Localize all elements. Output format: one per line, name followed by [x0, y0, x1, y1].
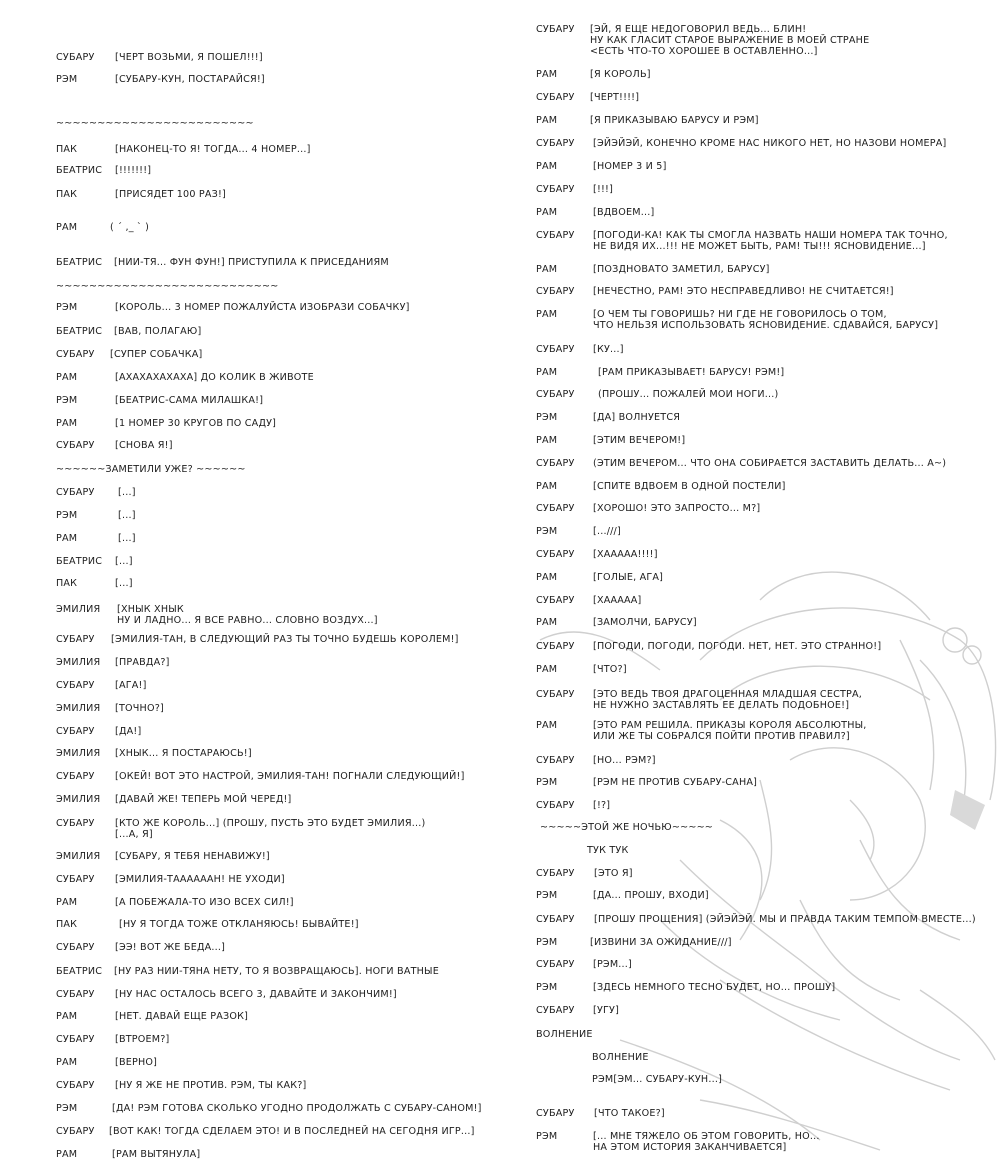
speaker-name: РЭМ [56, 1103, 78, 1114]
dialogue-line [56, 966, 439, 977]
speaker-name: РАМ [536, 207, 558, 218]
dialogue-line [56, 464, 246, 475]
dialogue-text: [НЕТ. ДАВАЙ ЕЩЕ РАЗОК] [115, 1011, 249, 1022]
dialogue-line [536, 69, 651, 80]
speaker-name: СУБАРУ [536, 689, 575, 700]
speaker-name: СУБАРУ [56, 726, 95, 737]
dialogue-line [536, 800, 610, 811]
dialogue-text: [АХАХАХАХАХА] ДО КОЛИК В ЖИВОТЕ [115, 372, 314, 383]
dialogue-text: [...] [118, 510, 136, 521]
speaker-name: СУБАРУ [536, 868, 575, 879]
dialogue-text: [ДА... ПРОШУ, ВХОДИ] [593, 890, 709, 901]
speaker-name: СУБАРУ [536, 914, 575, 925]
dialogue-line [536, 526, 621, 537]
speaker-name: ПАК [56, 189, 78, 200]
dialogue-text: [ВДВОЕМ...] [593, 207, 655, 218]
dialogue-line [536, 1005, 619, 1016]
speaker-name: СУБАРУ [56, 634, 95, 645]
dialogue-line [56, 748, 252, 759]
dialogue-line [536, 344, 624, 355]
dialogue-text: [ДА] ВОЛНУЕТСЯ [593, 412, 681, 423]
dialogue-line [536, 458, 946, 469]
speaker-name: РАМ [536, 617, 558, 628]
speaker-name: СУБАРУ [536, 755, 575, 766]
speaker-name: СУБАРУ [536, 24, 575, 35]
dialogue-text: [ХААААА] [593, 595, 642, 606]
speaker-name: СУБАРУ [56, 1126, 95, 1137]
dialogue-text: [СУПЕР СОБАЧКА] [110, 349, 203, 360]
speaker-name: СУБАРУ [536, 92, 575, 103]
dialogue-text: [ХААААА!!!!] [593, 549, 658, 560]
speaker-name: БЕАТРИС [56, 257, 103, 268]
dialogue-text: [...] [115, 578, 133, 589]
dialogue-line [56, 74, 265, 85]
dialogue-text: [ЭЙ, Я ЕЩЕ НЕДОГОВОРИЛ ВЕДЬ... БЛИН! НУ КАК ГЛАСИТ СТАРОЕ ВЫРАЖЕНИЕ В МОЕЙ СТРАНЕ <ЕСТЬ ЧТО-ТО ХОРОШЕЕ В ОСТАВЛЕННО...] [590, 24, 870, 57]
dialogue-line [56, 189, 226, 200]
speaker-name: ПАК [56, 919, 78, 930]
speaker-name: СУБАРУ [56, 440, 95, 451]
dialogue-line [56, 771, 465, 782]
dialogue-line [56, 349, 203, 360]
speaker-name: БЕАТРИС [56, 556, 103, 567]
dialogue-line [56, 165, 151, 176]
speaker-name: СУБАРУ [56, 874, 95, 885]
speaker-name: РЭМ [592, 1074, 614, 1085]
dialogue-line [56, 440, 173, 451]
speaker-name: РЭМ [536, 890, 558, 901]
dialogue-line [536, 115, 759, 126]
dialogue-line [536, 230, 948, 252]
dialogue-text: [ХНЫК... Я ПОСТАРАЮСЬ!] [115, 748, 252, 759]
speaker-name: РАМ [56, 1149, 78, 1160]
dialogue-text: [ВАВ, ПОЛАГАЮ] [114, 326, 202, 337]
dialogue-text: [РАМ ПРИКАЗЫВАЕТ! БАРУСУ! РЭМ!] [598, 367, 785, 378]
dialogue-text: [СУБАРУ-КУН, ПОСТАРАЙСЯ!] [115, 74, 265, 85]
speaker-name: СУБАРУ [56, 771, 95, 782]
dialogue-text: [ПРОШУ ПРОЩЕНИЯ] (ЭЙЭЙЭЙ. МЫ И ПРАВДА ТАКИМ ТЕМПОМ ВМЕСТЕ...) [594, 914, 976, 925]
dialogue-text: [!!!!!!!] [115, 165, 152, 176]
dialogue-text: [ЭТО Я] [594, 868, 633, 879]
dialogue-text: [НО... РЭМ?] [593, 755, 656, 766]
dialogue-line [56, 851, 270, 862]
dialogue-text: [АГА!] [115, 680, 147, 691]
speaker-name: ЭМИЛИЯ [56, 703, 101, 714]
dialogue-line [536, 937, 732, 948]
speaker-name: РАМ [536, 481, 558, 492]
dialogue-text: [ВТРОЕМ?] [115, 1034, 170, 1045]
dialogue-text: [...///] [593, 526, 621, 537]
dialogue-line [536, 1029, 593, 1040]
speaker-name: СУБАРУ [536, 959, 575, 970]
speaker-name: РЭМ [536, 937, 558, 948]
dialogue-line [592, 1052, 649, 1063]
dialogue-line [56, 487, 136, 498]
speaker-name: СУБАРУ [536, 1108, 575, 1119]
dialogue-line [56, 281, 278, 292]
dialogue-text: [...] [118, 533, 136, 544]
dialogue-line [56, 989, 397, 1000]
speaker-name: СУБАРУ [56, 52, 95, 63]
dialogue-line [540, 822, 713, 833]
dialogue-text: [!?] [593, 800, 611, 811]
dialogue-text: [НОМЕР 3 И 5] [593, 161, 667, 172]
dialogue-text: [Я КОРОЛЬ] [590, 69, 651, 80]
speaker-name: РАМ [56, 897, 78, 908]
speaker-name: РАМ [536, 664, 558, 675]
speaker-name: БЕАТРИС [56, 966, 103, 977]
dialogue-text: [ЧЕРТ!!!!] [590, 92, 640, 103]
dialogue-text: ~~~~~~~~~~~~~~~~~~~~~~~~~~~ [56, 281, 279, 292]
dialogue-line [56, 222, 149, 233]
dialogue-text: [ЗДЕСЬ НЕМНОГО ТЕСНО БУДЕТ, НО... ПРОШУ] [593, 982, 836, 993]
dialogue-text: [ВОТ КАК! ТОГДА СДЕЛАЕМ ЭТО! И В ПОСЛЕДНЕЙ НА СЕГОДНЯ ИГР...] [109, 1126, 475, 1137]
speaker-name: СУБАРУ [536, 389, 575, 400]
speaker-name: РАМ [56, 533, 78, 544]
dialogue-text: [ЭТО ВЕДЬ ТВОЯ ДРАГОЦЕННАЯ МЛАДШАЯ СЕСТРА, НЕ НУЖНО ЗАСТАВЛЯТЬ ЕЕ ДЕЛАТЬ ПОДОБНОЕ!] [593, 689, 863, 711]
speaker-name: ЭМИЛИЯ [56, 748, 101, 759]
dialogue-line [56, 372, 314, 383]
speaker-name: СУБАРУ [56, 680, 95, 691]
dialogue-line [536, 777, 757, 788]
dialogue-line [56, 703, 164, 714]
dialogue-line [56, 418, 276, 429]
dialogue-line [56, 1034, 170, 1045]
dialogue-text: [ПРИСЯДЕТ 100 РАЗ!] [115, 189, 226, 200]
dialogue-text: [ОКЕЙ! ВОТ ЭТО НАСТРОЙ, ЭМИЛИЯ-ТАН! ПОГНАЛИ СЛЕДУЮЩИЙ!] [115, 771, 465, 782]
dialogue-line [536, 184, 613, 195]
speaker-name: СУБАРУ [536, 344, 575, 355]
dialogue-line [536, 1131, 820, 1153]
speaker-name: РАМ [536, 264, 558, 275]
dialogue-text: [Я ПРИКАЗЫВАЮ БАРУСУ И РЭМ] [590, 115, 759, 126]
dialogue-line [536, 92, 639, 103]
speaker-name: ПАК [56, 578, 78, 589]
dialogue-text: ~~~~~~ЗАМЕТИЛИ УЖЕ? ~~~~~~ [56, 464, 246, 475]
dialogue-line [536, 617, 697, 628]
speaker-name: СУБАРУ [536, 641, 575, 652]
dialogue-line [56, 680, 147, 691]
speaker-name: РАМ [56, 1057, 78, 1068]
dialogue-line [56, 1149, 200, 1160]
speaker-name: РАМ [536, 161, 558, 172]
dialogue-line [56, 510, 136, 521]
speaker-name: РАМ [536, 115, 558, 126]
dialogue-text: [... МНЕ ТЯЖЕЛО ОБ ЭТОМ ГОВОРИТЬ, НО... НА ЭТОМ ИСТОРИЯ ЗАКАНЧИВАЕТСЯ] [593, 1131, 820, 1153]
dialogue-line [56, 118, 254, 129]
speaker-name: СУБАРУ [56, 942, 95, 953]
dialogue-text: [ЭМ... СУБАРУ-КУН...] [613, 1074, 723, 1085]
dialogue-line [536, 412, 680, 423]
dialogue-line [56, 942, 225, 953]
dialogue-line [56, 326, 201, 337]
dialogue-text: [БЕАТРИС-САМА МИЛАШКА!] [115, 395, 264, 406]
dialogue-line [56, 634, 459, 645]
speaker-name: РАМ [56, 418, 78, 429]
dialogue-text: [ТОЧНО?] [115, 703, 164, 714]
dialogue-line [536, 503, 760, 514]
dialogue-text: [ЭТО РАМ РЕШИЛА. ПРИКАЗЫ КОРОЛЯ АБСОЛЮТНЫ, ИЛИ ЖЕ ТЫ СОБРАЛСЯ ПОЙТИ ПРОТИВ ПРАВИЛ?] [593, 720, 867, 742]
dialogue-text: [КУ...] [593, 344, 624, 355]
dialogue-text: [ИЗВИНИ ЗА ОЖИДАНИЕ///] [590, 937, 732, 948]
dialogue-line [536, 890, 709, 901]
speaker-name: СУБАРУ [56, 349, 95, 360]
speaker-name: РЭМ [56, 395, 78, 406]
dialogue-text: [РАМ ВЫТЯНУЛА] [112, 1149, 201, 1160]
speaker-name: РЭМ [536, 412, 558, 423]
dialogue-line [536, 572, 663, 583]
dialogue-line [536, 161, 667, 172]
dialogue-line [56, 52, 263, 63]
dialogue-line [536, 549, 658, 560]
dialogue-text: [ЧЕРТ ВОЗЬМИ, Я ПОШЕЛ!!!] [115, 52, 263, 63]
dialogue-line [56, 533, 136, 544]
dialogue-line [56, 726, 141, 737]
dialogue-text: [ХНЫК ХНЫК НУ И ЛАДНО... Я ВСЕ РАВНО... СЛОВНО ВОЗДУХ...] [117, 604, 378, 626]
dialogue-line [536, 595, 641, 606]
dialogue-text: [ЭМИЛИЯ-ТААААААН! НЕ УХОДИ] [115, 874, 285, 885]
dialogue-line [536, 481, 786, 492]
dialogue-line [56, 794, 292, 805]
speaker-name: СУБАРУ [536, 595, 575, 606]
dialogue-text: [ПОЗДНОВАТО ЗАМЕТИЛ, БАРУСУ] [593, 264, 770, 275]
speaker-name: СУБАРУ [536, 138, 575, 149]
dialogue-line [536, 664, 627, 675]
dialogue-text: ВОЛНЕНИЕ [592, 1052, 649, 1063]
dialogue-text: [НУ НАС ОСТАЛОСЬ ВСЕГО 3, ДАВАЙТЕ И ЗАКОНЧИМ!] [115, 989, 397, 1000]
speaker-name: ЭМИЛИЯ [56, 604, 101, 615]
dialogue-line [56, 1011, 248, 1022]
dialogue-text: [НАКОНЕЦ-ТО Я! ТОГДА... 4 НОМЕР...] [115, 144, 311, 155]
dialogue-text: [ВЕРНО] [115, 1057, 158, 1068]
dialogue-line [56, 578, 133, 589]
speaker-name: СУБАРУ [56, 1080, 95, 1091]
speaker-name: РАМ [536, 572, 558, 583]
dialogue-line [536, 367, 784, 378]
speaker-name: ЭМИЛИЯ [56, 657, 101, 668]
dialogue-text: [ХОРОШО! ЭТО ЗАПРОСТО... М?] [593, 503, 761, 514]
dialogue-line [592, 1074, 722, 1085]
speaker-name: РЭМ [536, 1131, 558, 1142]
speaker-name: СУБАРУ [56, 989, 95, 1000]
dialogue-line [56, 897, 294, 908]
speaker-name: РЭМ [536, 777, 558, 788]
speaker-name: РАМ [536, 367, 558, 378]
dialogue-text: [СУБАРУ, Я ТЕБЯ НЕНАВИЖУ!] [115, 851, 270, 862]
dialogue-line [56, 1080, 306, 1091]
dialogue-line [56, 1103, 482, 1114]
dialogue-line [56, 818, 425, 840]
dialogue-text: [ЧТО ТАКОЕ?] [594, 1108, 665, 1119]
dialogue-line [536, 914, 976, 925]
speaker-name: СУБАРУ [536, 800, 575, 811]
dialogue-text: [...] [118, 487, 136, 498]
dialogue-text: [А ПОБЕЖАЛА-ТО ИЗО ВСЕХ СИЛ!] [115, 897, 294, 908]
dialogue-text: (ПРОШУ... ПОЖАЛЕЙ МОИ НОГИ...) [598, 389, 779, 400]
speaker-name: ЭМИЛИЯ [56, 851, 101, 862]
dialogue-line [536, 720, 867, 742]
dialogue-text: [НИИ-ТЯ... ФУН ФУН!] ПРИСТУПИЛА К ПРИСЕДАНИЯМ [114, 257, 389, 268]
dialogue-text: [О ЧЕМ ТЫ ГОВОРИШЬ? НИ ГДЕ НЕ ГОВОРИЛОСЬ О ТОМ, ЧТО НЕЛЬЗЯ ИСПОЛЬЗОВАТЬ ЯСНОВИДЕНИЕ. СДАВАЙСЯ, БАРУСУ] [593, 309, 939, 331]
dialogue-text: [СПИТЕ ВДВОЕМ В ОДНОЙ ПОСТЕЛИ] [593, 481, 786, 492]
dialogue-line [536, 389, 779, 400]
dialogue-line [56, 874, 285, 885]
speaker-name: РАМ [536, 435, 558, 446]
dialogue-text: [НЕЧЕСТНО, РАМ! ЭТО НЕСПРАВЕДЛИВО! НЕ СЧИТАЕТСЯ!] [593, 286, 894, 297]
dialogue-text: [ЭТИМ ВЕЧЕРОМ!] [593, 435, 686, 446]
dialogue-line [536, 1108, 665, 1119]
dialogue-text: [ЭМИЛИЯ-ТАН, В СЛЕДУЮЩИЙ РАЗ ТЫ ТОЧНО БУДЕШЬ КОРОЛЕМ!] [111, 634, 459, 645]
dialogue-text: [!!!] [593, 184, 614, 195]
dialogue-line [536, 286, 894, 297]
dialogue-line [536, 24, 869, 57]
dialogue-line [56, 1057, 157, 1068]
dialogue-text: ~~~~~~~~~~~~~~~~~~~~~~~~ [56, 118, 254, 129]
dialogue-text: [ЭЙЭЙЭЙ, КОНЕЧНО КРОМЕ НАС НИКОГО НЕТ, НО НАЗОВИ НОМЕРА] [593, 138, 947, 149]
dialogue-text: [КТО ЖЕ КОРОЛЬ...] (ПРОШУ, ПУСТЬ ЭТО БУДЕТ ЭМИЛИЯ...) [...А, Я] [115, 818, 426, 840]
dialogue-text: [ПОГОДИ-КА! КАК ТЫ СМОГЛА НАЗВАТЬ НАШИ НОМЕРА ТАК ТОЧНО, НЕ ВИДЯ ИХ...!!! НЕ МОЖЕТ БЫТЬ, РАМ! ТЫ!!! ЯСНОВИДЕНИЕ...] [593, 230, 948, 252]
speaker-name: БЕАТРИС [56, 326, 103, 337]
dialogue-text: [РЭМ...] [593, 959, 632, 970]
dialogue-line [56, 657, 170, 668]
dialogue-line [536, 959, 632, 970]
dialogue-line [536, 689, 862, 711]
dialogue-text: [НУ Я ТОГДА ТОЖЕ ОТКЛАНЯЮСЬ! БЫВАЙТЕ!] [119, 919, 359, 930]
dialogue-text: [ГОЛЫЕ, АГА] [593, 572, 664, 583]
dialogue-text: [ЧТО?] [593, 664, 627, 675]
dialogue-text: ВОЛНЕНИЕ [536, 1029, 593, 1040]
dialogue-line [536, 641, 881, 652]
dialogue-text: [РЭМ НЕ ПРОТИВ СУБАРУ-САНА] [593, 777, 758, 788]
dialogue-line [536, 207, 654, 218]
dialogue-line [587, 845, 629, 856]
dialogue-text: [НУ Я ЖЕ НЕ ПРОТИВ. РЭМ, ТЫ КАК?] [115, 1080, 307, 1091]
dialogue-line [56, 1126, 475, 1137]
dialogue-text: [...] [115, 556, 133, 567]
dialogue-text: [1 НОМЕР 30 КРУГОВ ПО САДУ] [115, 418, 277, 429]
speaker-name: СУБАРУ [536, 503, 575, 514]
speaker-name: БЕАТРИС [56, 165, 103, 176]
dialogue-line [56, 556, 133, 567]
speaker-name: СУБАРУ [536, 549, 575, 560]
dialogue-line [536, 309, 938, 331]
dialogue-text: [ДА! РЭМ ГОТОВА СКОЛЬКО УГОДНО ПРОДОЛЖАТЬ С СУБАРУ-САНОМ!] [112, 1103, 482, 1114]
speaker-name: РАМ [536, 720, 558, 731]
dialogue-text: [ПОГОДИ, ПОГОДИ, ПОГОДИ. НЕТ, НЕТ. ЭТО СТРАННО!] [593, 641, 882, 652]
dialogue-line [536, 982, 835, 993]
dialogue-line [56, 395, 263, 406]
dialogue-text: [НУ РАЗ НИИ-ТЯНА НЕТУ, ТО Я ВОЗВРАЩАЮСЬ]. НОГИ ВАТНЫЕ [114, 966, 439, 977]
speaker-name: РЭМ [56, 510, 78, 521]
dialogue-text: ~~~~~ЭТОЙ ЖЕ НОЧЬЮ~~~~~ [540, 822, 714, 833]
speaker-name: ЭМИЛИЯ [56, 794, 101, 805]
dialogue-text: [ЭЭ! ВОТ ЖЕ БЕДА...] [115, 942, 226, 953]
speaker-name: РАМ [536, 69, 558, 80]
speaker-name: СУБАРУ [56, 487, 95, 498]
speaker-name: РЭМ [536, 982, 558, 993]
dialogue-line [56, 257, 389, 268]
dialogue-line [536, 435, 685, 446]
dialogue-text: [ПРАВДА?] [115, 657, 170, 668]
dialogue-line [56, 919, 359, 930]
dialogue-text: (ЭТИМ ВЕЧЕРОМ... ЧТО ОНА СОБИРАЕТСЯ ЗАСТАВИТЬ ДЕЛАТЬ... А~) [593, 458, 947, 469]
dialogue-text: [ДА!] [115, 726, 142, 737]
dialogue-line [536, 138, 947, 149]
speaker-name: ПАК [56, 144, 78, 155]
speaker-name: СУБАРУ [536, 458, 575, 469]
speaker-name: РЭМ [536, 526, 558, 537]
dialogue-line [536, 755, 656, 766]
speaker-name: РАМ [56, 1011, 78, 1022]
dialogue-line [56, 604, 378, 626]
dialogue-text: [КОРОЛЬ... 3 НОМЕР ПОЖАЛУЙСТА ИЗОБРАЗИ СОБАЧКУ] [115, 302, 410, 313]
dialogue-line [56, 302, 410, 313]
speaker-name: РАМ [536, 309, 558, 320]
dialogue-text: [ДАВАЙ ЖЕ! ТЕПЕРЬ МОЙ ЧЕРЕД!] [115, 794, 292, 805]
speaker-name: СУБАРУ [56, 1034, 95, 1045]
speaker-name: РЭМ [56, 74, 78, 85]
dialogue-text: ( ´ ,_ ` ) [110, 222, 150, 233]
dialogue-text: [ЗАМОЛЧИ, БАРУСУ] [593, 617, 697, 628]
dialogue-line [56, 144, 311, 155]
speaker-name: РАМ [56, 222, 78, 233]
speaker-name: РЭМ [56, 302, 78, 313]
speaker-name: СУБАРУ [536, 184, 575, 195]
dialogue-line [536, 264, 770, 275]
dialogue-text: ТУК ТУК [587, 845, 629, 856]
speaker-name: СУБАРУ [536, 230, 575, 241]
speaker-name: СУБАРУ [536, 1005, 575, 1016]
speaker-name: СУБАРУ [56, 818, 95, 829]
speaker-name: СУБАРУ [536, 286, 575, 297]
speaker-name: РАМ [56, 372, 78, 383]
dialogue-text: [СНОВА Я!] [115, 440, 173, 451]
dialogue-text: [УГУ] [593, 1005, 620, 1016]
dialogue-line [536, 868, 633, 879]
